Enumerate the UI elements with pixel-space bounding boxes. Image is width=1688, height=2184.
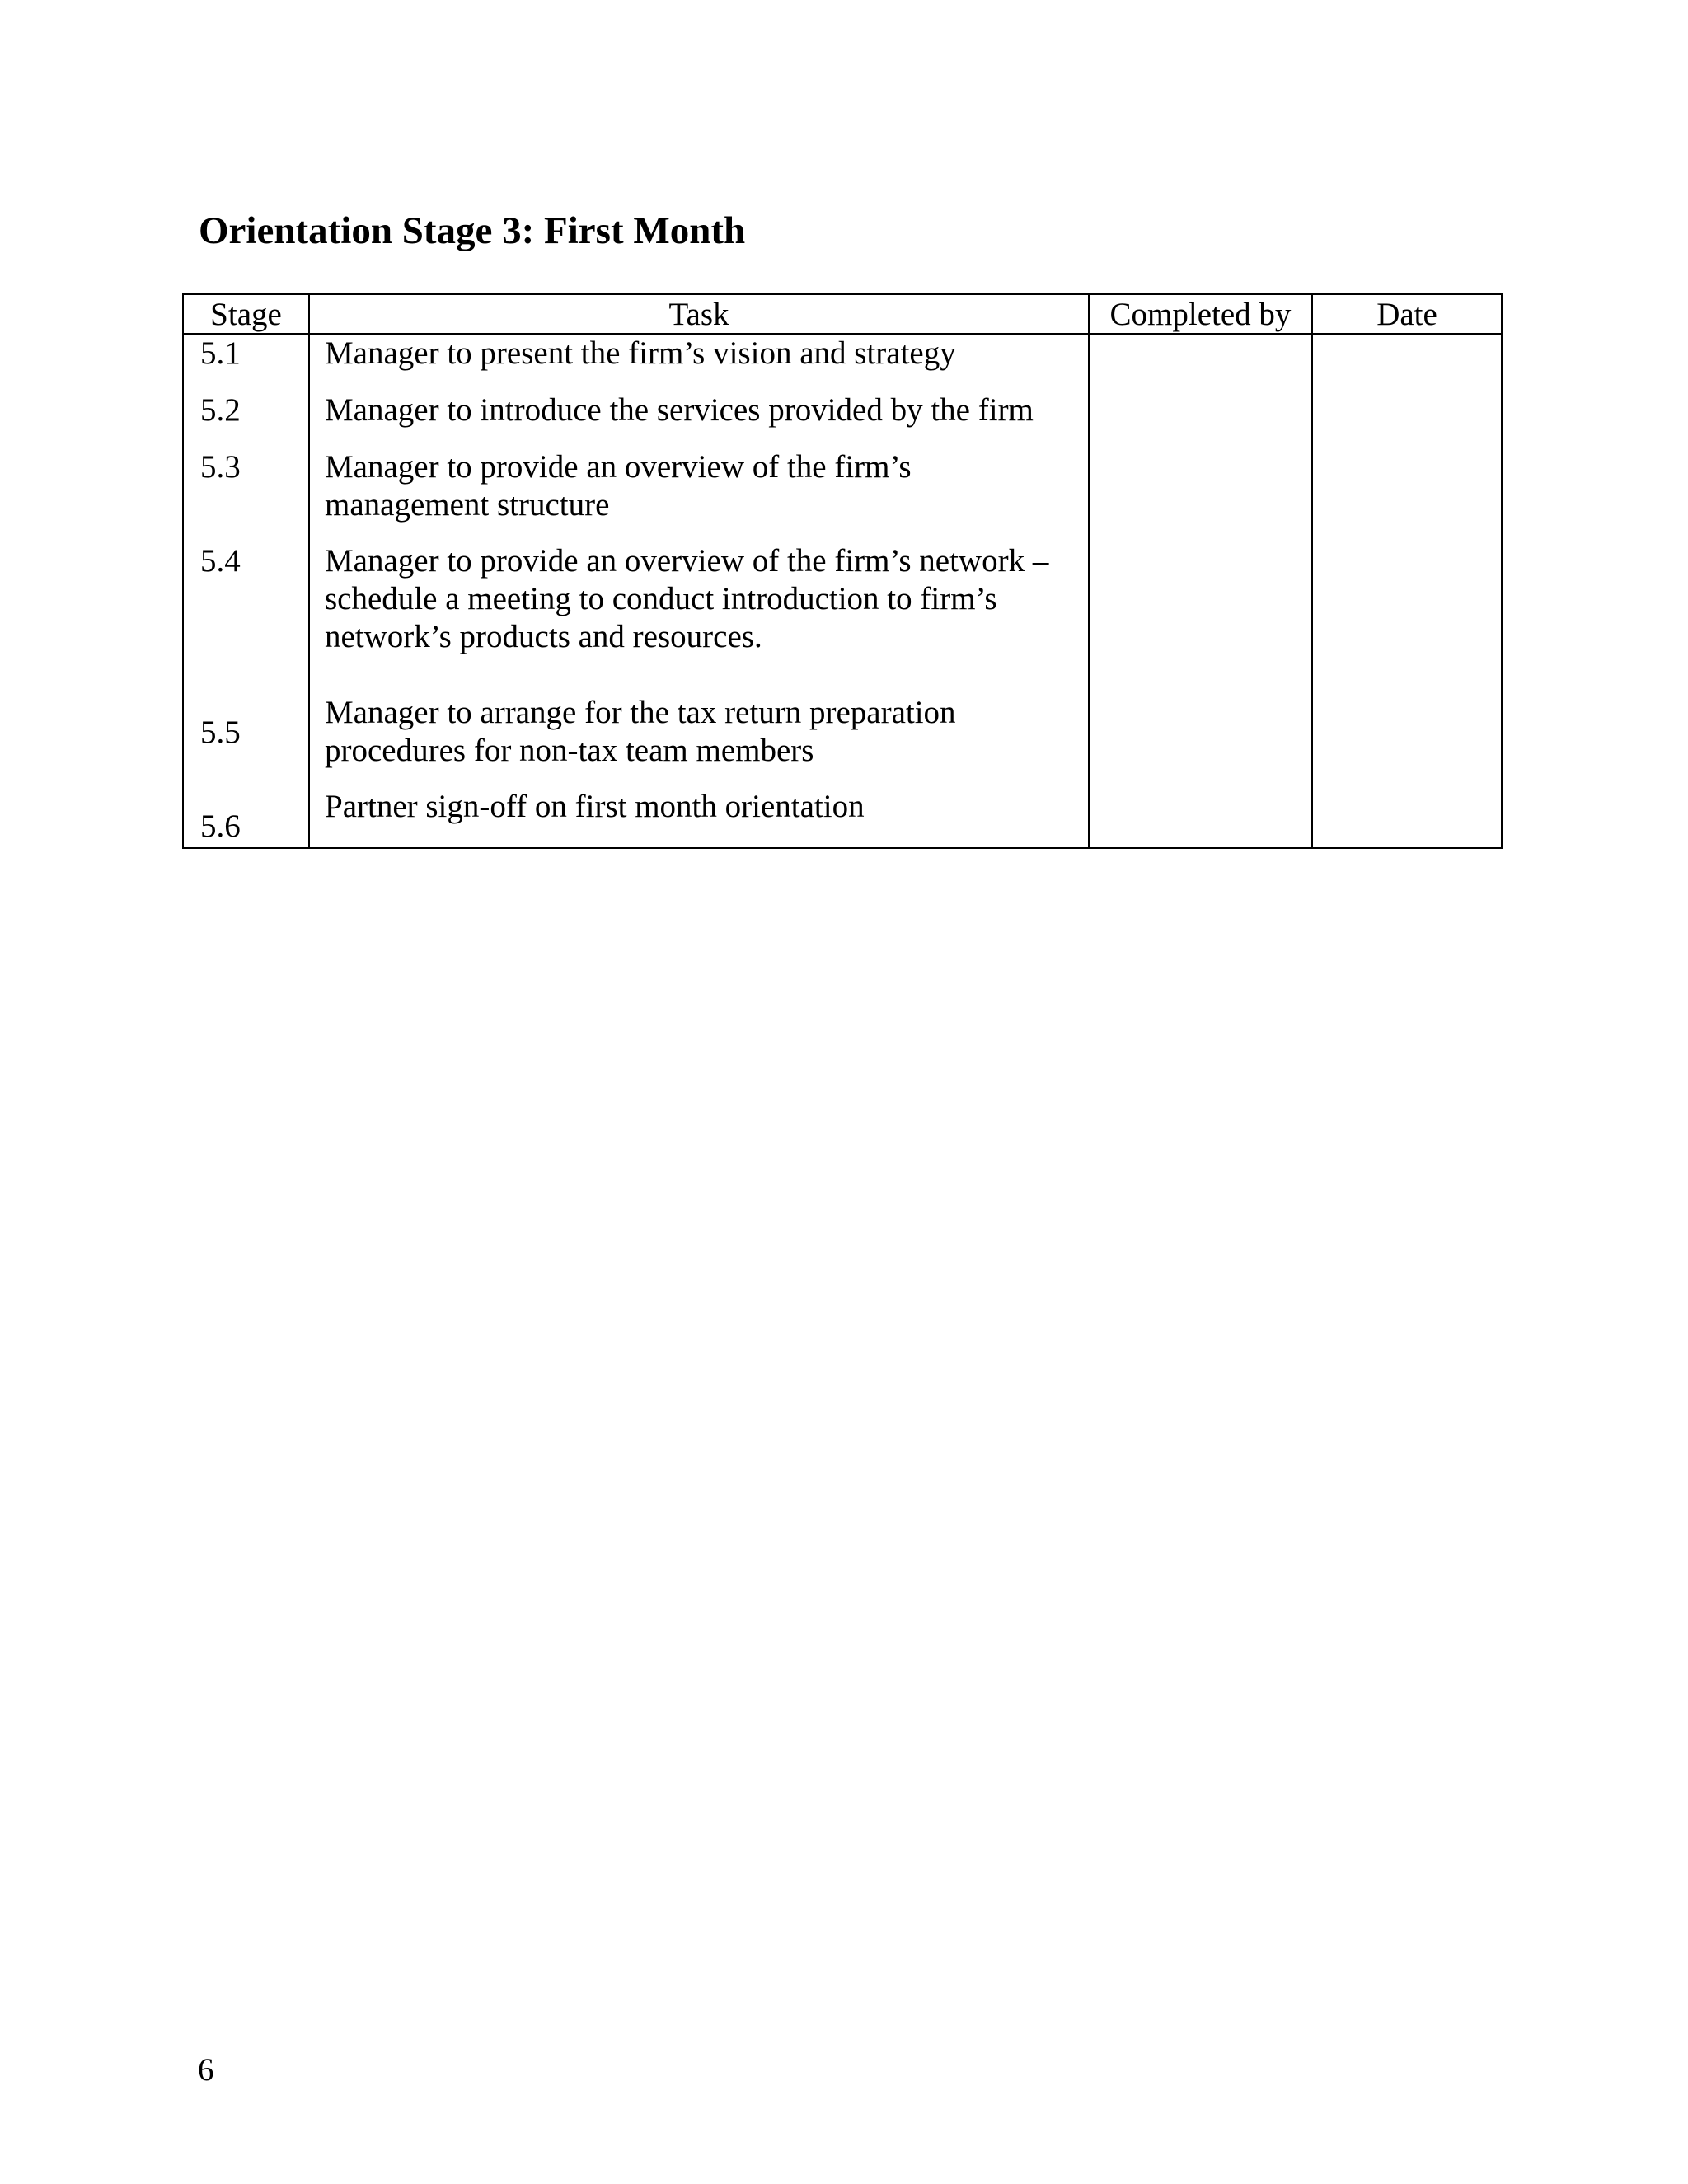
header-date: Date [1376,297,1437,332]
column-divider [308,295,310,847]
row-task-line: procedures for non-tax team members [325,733,814,768]
column-divider [1311,295,1313,847]
header-completed-by: Completed by [1109,297,1292,332]
row-stage: 5.6 [200,808,241,844]
row-stage: 5.3 [200,449,241,485]
header-stage: Stage [210,297,282,332]
row-task-line: Manager to provide an overview of the firm’s [325,449,912,485]
row-task-line: Manager to arrange for the tax return preparation [325,695,956,730]
header-task: Task [668,297,729,332]
row-stage: 5.2 [200,392,241,428]
row-task-line: schedule a meeting to conduct introduction to firm’s [325,581,997,616]
row-task-line: network’s products and resources. [325,619,762,654]
row-task-line: Partner sign-off on first month orientation [325,789,865,824]
row-task-line: Manager to provide an overview of the firm’s network – [325,543,1049,579]
page-number: 6 [198,2052,214,2088]
row-task-line: Manager to present the firm’s vision and strategy [325,335,956,371]
column-divider [1088,295,1090,847]
row-stage: 5.5 [200,715,241,750]
row-task-line: management structure [325,487,610,523]
row-stage: 5.4 [200,543,241,579]
orientation-task-table [182,293,1503,849]
row-task-line: Manager to introduce the services provided by the firm [325,392,1034,428]
page-title: Orientation Stage 3: First Month [199,209,746,252]
row-stage: 5.1 [200,335,241,371]
